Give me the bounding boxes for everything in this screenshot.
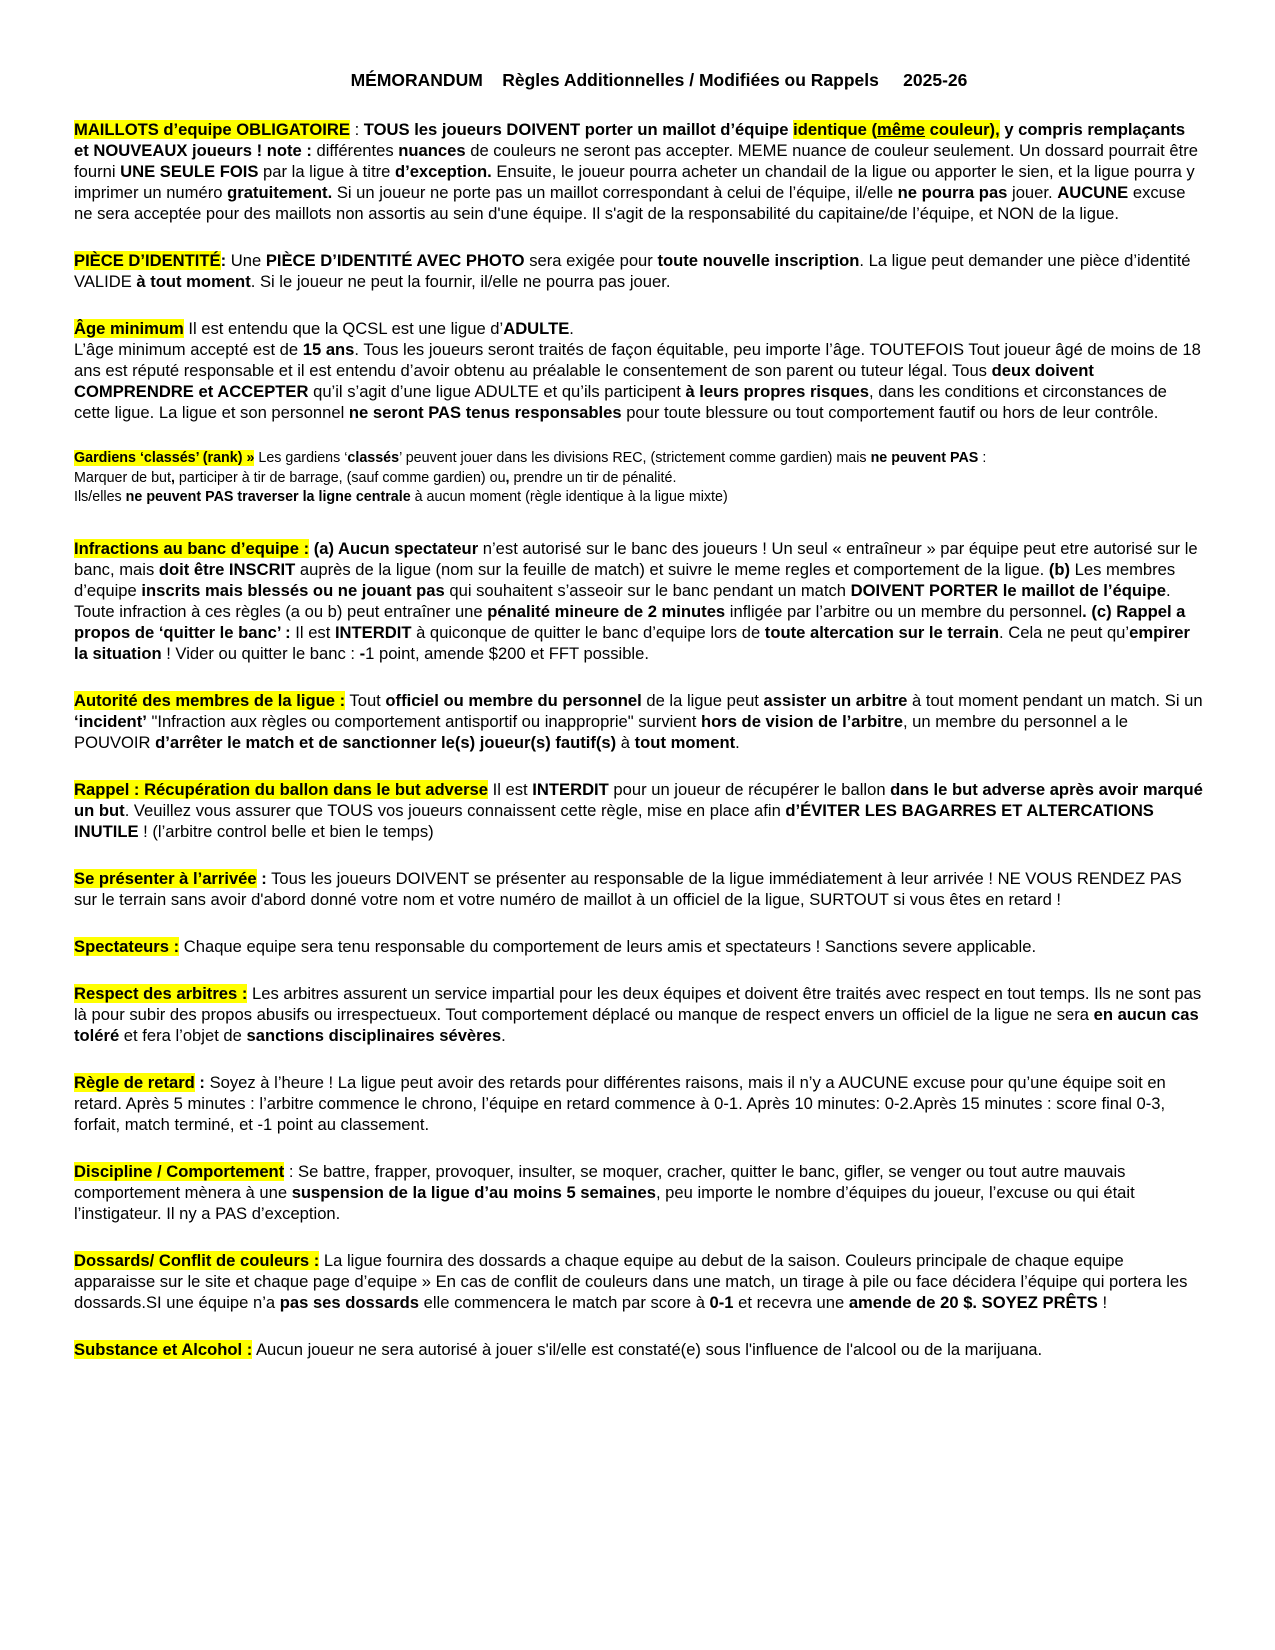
body-text: de la ligue peut	[641, 690, 764, 710]
emphasis-text: -	[359, 643, 366, 663]
rule-section-infractions-banc	[74, 538, 1204, 664]
body-text: qu’il s’agit d’une ligue ADULTE et qu’ils participent	[308, 382, 686, 401]
emphasis-text: gratuitement.	[227, 183, 333, 202]
rule-section-spectateurs	[74, 936, 1204, 957]
body-text: "Infraction aux règles ou comportement antisportif ou inapproprie" survient	[146, 711, 701, 731]
rule-section-substance-alcohol	[74, 1339, 1204, 1360]
body-text: sera exigée pour	[524, 251, 658, 270]
emphasis-text: d’ÉVITER LES BAGARRES ET ALTERCATIONS INUTILE	[74, 800, 1154, 841]
emphasis-text: ADULTE	[503, 319, 570, 338]
rule-section-piece-identite	[74, 250, 1204, 292]
body-text: par la ligue à titre	[258, 162, 395, 181]
emphasis-text: toute nouvelle inscription	[657, 251, 860, 270]
body-text: :	[978, 450, 987, 466]
emphasis-text: en aucun cas toléré	[74, 1004, 1199, 1045]
emphasis-text: d’arrêter le match et de sanctionner le(s) joueur(s) fautif(s)	[155, 732, 617, 752]
emphasis-text: ne seront PAS tenus responsables	[348, 403, 622, 422]
rule-heading: Discipline / Comportement	[74, 1161, 285, 1181]
rule-section-recuperation-ballon	[74, 779, 1204, 842]
rule-paragraph	[74, 250, 1204, 292]
rule-section-discipline	[74, 1161, 1204, 1224]
rule-paragraph	[74, 1161, 1204, 1224]
rule-paragraph	[74, 339, 1204, 423]
rule-heading: MAILLOTS d’equipe OBLIGATOIRE	[74, 120, 350, 139]
body-text: .	[501, 1025, 506, 1045]
body-text: infligée par l’arbitre ou un membre du personnel	[725, 601, 1083, 621]
body-text: prendre un tir de pénalité.	[509, 469, 677, 486]
rule-heading: Respect des arbitres :	[74, 983, 248, 1003]
body-text: à quiconque de quitter le banc d’equipe lors de	[411, 622, 765, 642]
rule-paragraph	[74, 868, 1204, 910]
rule-section-dossards	[74, 1250, 1204, 1313]
rule-paragraph	[74, 1250, 1204, 1313]
body-text: . Si le joueur ne peut la fournir, il/elle ne pourra pas jouer.	[250, 272, 671, 291]
body-text: Il est entendu que la QCSL est une ligue d’	[183, 319, 504, 338]
rule-paragraph	[74, 936, 1204, 957]
body-text: pour un joueur de récupérer le ballon	[608, 779, 891, 799]
rule-heading: Âge minimum	[74, 319, 184, 338]
body-text: jouer.	[1007, 183, 1058, 202]
emphasis-text: officiel ou membre du personnel	[385, 690, 642, 710]
body-text: à	[616, 732, 635, 752]
emphasis-text: UNE SEULE FOIS	[120, 162, 259, 181]
body-text: Si un joueur ne porte pas un maillot correspondant à celui de l’équipe, il/elle	[332, 183, 898, 202]
emphasis-text: pas ses dossards	[279, 1292, 420, 1312]
body-text: Les membres d’equipe	[74, 559, 1176, 600]
body-text: qui souhaitent s’asseoir sur le banc pendant un match	[444, 580, 851, 600]
emphasis-text: nuances	[398, 141, 466, 160]
memorandum-page	[74, 70, 1204, 1360]
body-text: . Tous les joueurs seront traités de façon équitable, peu importe l’âge. TOUTEFOIS Tout joueur âgé de moins de 18 ans est réputé responsable et il est entendu d’avoir obtenu au préalable le consentement de son parent ou tuteur légal. Tous	[74, 340, 1201, 380]
body-text: Marquer de but	[74, 469, 171, 486]
body-text: Tous les joueurs DOIVENT se présenter au responsable de la ligue immédiatement à leur arrivée ! NE VOUS RENDEZ PAS sur le terrain sans avoir d'abord donné votre nom et votre numéro de maillot à un officiel de la ligue, SURTOUT si vous êtes en retard !	[74, 868, 1182, 909]
rule-section-autorite-membres	[74, 690, 1204, 753]
emphasis-text: à tout moment	[136, 272, 251, 291]
emphasis-text: deux doivent COMPRENDRE et ACCEPTER	[74, 361, 1094, 401]
body-text: Il est	[488, 779, 533, 799]
emphasis-text: même	[877, 120, 926, 139]
rule-paragraph	[74, 1072, 1204, 1135]
rule-heading: Se présenter à l’arrivée	[74, 868, 257, 888]
body-text: excuse ne sera acceptée pour des maillots non assortis au sein d'une équipe. Il s'agit de la responsabilité du capitaine/de l’équipe, et NON de la ligue.	[74, 183, 1186, 223]
emphasis-text: assister un arbitre	[763, 690, 908, 710]
body-text: à aucun moment (règle identique à la ligue mixte)	[410, 489, 728, 505]
emphasis-text: :	[256, 868, 267, 888]
emphasis-text: DOIVENT PORTER le maillot de l’équipe	[850, 580, 1166, 600]
rule-section-regle-retard	[74, 1072, 1204, 1135]
emphasis-text: à leurs propres risques	[685, 382, 869, 401]
emphasis-text: classés	[347, 450, 400, 466]
rule-section-maillots	[74, 119, 1204, 224]
body-text: Chaque equipe sera tenu responsable du comportement de leurs amis et spectateurs ! Sanctions severe applicable.	[179, 936, 1037, 956]
body-text: , un membre du personnel a le POUVOIR	[74, 711, 1129, 752]
emphasis-text: d’exception.	[394, 162, 492, 181]
body-text: de couleurs ne seront pas accepter. MEME nuance de couleur seulement. Un dossard pourrait être fourni	[74, 141, 1198, 181]
body-text: et recevra une	[733, 1292, 849, 1312]
rule-heading: Rappel : Récupération du ballon dans le but adverse	[74, 779, 489, 799]
emphasis-text: :	[194, 1072, 205, 1092]
body-text: ! Vider ou quitter le banc :	[161, 643, 360, 663]
rule-heading: Infractions au banc d’equipe :	[74, 538, 310, 558]
body-text: Il est	[290, 622, 335, 642]
body-text: Toute infraction à ces règles (a ou b) peut entraîner une	[74, 601, 488, 621]
emphasis-text: toute altercation sur le terrain	[764, 622, 1000, 642]
emphasis-text: tout moment	[634, 732, 736, 752]
rule-paragraph	[74, 318, 1204, 339]
rule-paragraph	[74, 119, 1204, 224]
rule-paragraph	[74, 449, 1204, 469]
rule-heading: Substance et Alcohol :	[74, 1339, 253, 1359]
body-text: participer à tir de barrage, (sauf comme gardien) ou	[174, 469, 506, 486]
body-text: 1 point, amende $200 et FFT possible.	[365, 643, 649, 663]
rule-section-se-presenter	[74, 868, 1204, 910]
emphasis-text: sanctions disciplinaires sévères	[246, 1025, 502, 1045]
emphasis-text: empirer la situation	[74, 622, 1190, 663]
body-text: auprès de la ligue (nom sur la feuille de match) et suivre le meme regles et comportement de la ligue.	[295, 559, 1049, 579]
emphasis-text: . (c) Rappel a propos de ‘quitter le banc’ :	[74, 601, 1186, 642]
body-text: ! (l’arbitre control belle et bien le temps)	[138, 821, 434, 841]
rule-paragraph	[74, 469, 1204, 489]
rule-paragraph	[74, 1339, 1204, 1360]
body-text: n’est autorisé sur le banc des joueurs ! Un seul « entraîneur » par équipe peut etre autorisé sur le banc, mais	[74, 538, 1198, 579]
body-text: !	[1097, 1292, 1108, 1312]
body-text: . La ligue peut demander une pièce d’identité VALIDE	[74, 251, 1191, 291]
body-text: à tout moment pendant un match. Si un	[907, 690, 1203, 710]
emphasis-text: PIÈCE D’IDENTITÉ AVEC PHOTO	[265, 251, 525, 270]
rule-paragraph	[74, 538, 1204, 601]
body-text: Soyez à l’heure ! La ligue peut avoir des retards pour différentes raisons, mais il n’y a AUCUNE excuse pour qu’une équipe soit en retard. Après 5 minutes : l’arbitre commence le chrono, l’équipe en retard commence à 0-1. Après 10 minutes: 0-2.Après 15 minutes : score final 0-3, forfait, match terminé, et -1 point au classement.	[74, 1072, 1166, 1134]
body-text: . Veuillez vous assurer que TOUS vos joueurs connaissent cette règle, mise en place afin	[124, 800, 786, 820]
body-text: :	[349, 120, 364, 139]
body-text: Les gardiens ‘	[254, 450, 348, 466]
body-text: , peu importe le nombre d’équipes du joueur, l’excuse ou qui était l’instigateur. Il ny a PAS d’exception.	[74, 1182, 1135, 1223]
emphasis-text: couleur),	[925, 120, 1000, 139]
body-text: Ils/elles	[74, 489, 126, 505]
body-text: .	[735, 732, 740, 752]
rule-paragraph	[74, 690, 1204, 753]
emphasis-text: amende de 20 $. SOYEZ PRÊTS	[848, 1292, 1098, 1312]
body-text: différentes	[316, 141, 399, 160]
rule-section-gardiens-classes	[74, 449, 1204, 508]
emphasis-text: pénalité mineure de 2 minutes	[487, 601, 726, 621]
body-text: ’ peuvent jouer dans les divisions REC, (strictement comme gardien) mais	[399, 450, 871, 466]
emphasis-text: ,	[170, 469, 175, 486]
emphasis-text: ‘incident’	[74, 711, 147, 731]
body-text: L’âge minimum accepté est de	[74, 340, 303, 359]
rule-section-respect-arbitres	[74, 983, 1204, 1046]
emphasis-text: inscrits mais blessés ou ne jouant pas	[141, 580, 445, 600]
emphasis-text: 15 ans	[302, 340, 355, 359]
emphasis-text: :	[220, 251, 227, 270]
body-text: Une	[226, 251, 266, 270]
emphasis-text: TOUS les joueurs DOIVENT porter un maillot d’équipe	[363, 120, 794, 139]
emphasis-text: INTERDIT	[334, 622, 412, 642]
page-title: MÉMORANDUM Règles Additionnelles / Modifiées ou Rappels 2025-26	[350, 70, 968, 90]
body-text: , dans les conditions et circonstances de cette ligue. La ligue et son personnel	[74, 382, 1167, 422]
emphasis-text: ne peuvent PAS	[870, 450, 979, 466]
emphasis-text: suspension de la ligue d’au moins 5 semaines	[291, 1182, 656, 1202]
emphasis-text: ,	[505, 469, 510, 486]
body-text: La ligue fournira des dossards a chaque equipe au debut de la saison. Couleurs principale de chaque equipe apparaisse sur le site et chaque page d’equipe » En cas de conflit de couleurs dans une match, un tirage à pile ou face décidera l’équipe qui portera les dossards.SI une équipe n’a	[74, 1250, 1188, 1312]
rule-paragraph	[74, 601, 1204, 664]
emphasis-text: dans le but adverse après avoir marqué un but	[74, 779, 1203, 820]
body-text: : Se battre, frapper, provoquer, insulter, se moquer, cracher, quitter le banc, gifler, se venger ou tout autre mauvais comportement mènera à une	[74, 1161, 1126, 1202]
body-text: Les arbitres assurent un service impartial pour les deux équipes et doivent être traités avec respect en tout temps. Ils ne sont pas là pour subir des propos abusifs ou irrespectueux. Tout comportement déplacé ou manque de respect envers un officiel de la ligue ne sera	[74, 983, 1202, 1024]
rule-heading: Dossards/ Conflit de couleurs :	[74, 1250, 320, 1270]
rule-heading: Règle de retard	[74, 1072, 195, 1092]
rules-list	[74, 119, 1204, 1360]
body-text: elle commencera le match par score à	[419, 1292, 710, 1312]
rule-paragraph	[74, 983, 1204, 1046]
rule-heading: Autorité des membres de la ligue :	[74, 690, 346, 710]
rule-paragraph	[74, 779, 1204, 842]
body-text: Aucun joueur ne sera autorisé à jouer s'il/elle est constaté(e) sous l'influence de l'alcool ou de la marijuana.	[252, 1339, 1043, 1359]
rule-section-age-minimum	[74, 318, 1204, 423]
emphasis-text: (a) Aucun spectateur	[309, 538, 479, 558]
rule-heading: Spectateurs :	[74, 936, 180, 956]
body-text: Tout	[345, 690, 386, 710]
emphasis-text: identique (	[793, 120, 878, 139]
emphasis-text: doit être INSCRIT	[158, 559, 296, 579]
emphasis-text: ne peuvent PAS traverser la ligne centrale	[125, 489, 411, 505]
emphasis-text: y compris remplaçants et NOUVEAUX joueurs ! note :	[74, 120, 1186, 160]
emphasis-text: ne pourra pas	[897, 183, 1008, 202]
body-text: .	[569, 319, 574, 338]
emphasis-text: 0-1	[709, 1292, 734, 1312]
emphasis-text: hors de vision de l’arbitre	[700, 711, 903, 731]
emphasis-text: AUCUNE	[1057, 183, 1129, 202]
rule-heading: Gardiens ‘classés’ (rank) »	[74, 450, 255, 466]
body-text: .	[1165, 580, 1171, 600]
emphasis-text: INTERDIT	[532, 779, 609, 799]
body-text: . Cela ne peut qu’	[999, 622, 1130, 642]
rule-paragraph	[74, 488, 1204, 508]
emphasis-text: (b)	[1048, 559, 1071, 579]
body-text: et fera l’objet de	[119, 1025, 247, 1045]
body-text: pour toute blessure ou tout comportement fautif ou hors de leur contrôle.	[621, 403, 1159, 422]
body-text: Ensuite, le joueur pourra acheter un chandail de la ligue ou apporter le sien, et la ligue pourra y imprimer un numéro	[74, 162, 1195, 202]
rule-heading: PIÈCE D’IDENTITÉ	[74, 251, 221, 270]
